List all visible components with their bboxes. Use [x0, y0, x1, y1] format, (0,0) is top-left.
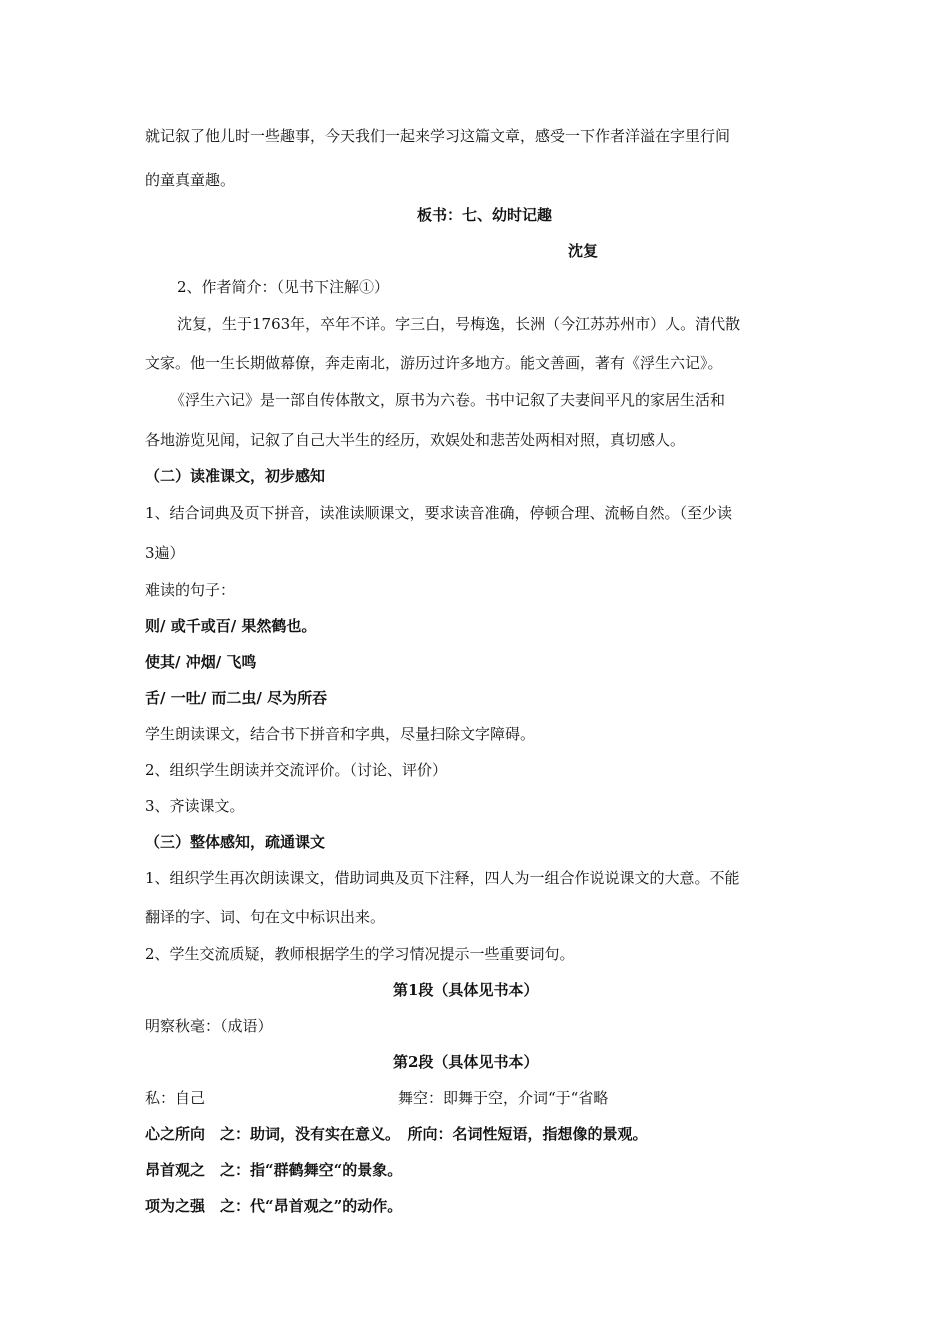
student-reading-note: 学生朗读课文，结合书下拼音和字典，尽量扫除文字障碍。 [145, 725, 536, 743]
note-row-si [145, 1088, 825, 1108]
paragraph-1-title: 第1段（具体见书本） [393, 981, 539, 999]
hard-sentences-label: 难读的句子： [145, 581, 236, 599]
hard-sentence-2: 使其/ 冲烟/ 飞鸣 [145, 653, 257, 671]
hard-sentence-1: 则/ 或千或百/ 果然鹤也。 [145, 617, 317, 635]
section-3-item-2: 2、学生交流质疑，教师根据学生的学习情况提示一些重要词句。 [145, 945, 575, 963]
author-bio-line-2: 文家。他一生长期做幕僚，奔走南北，游历过许多地方。能文善画，著有《浮生六记》。 [145, 354, 723, 372]
note-xin: 心之所向 之：助词，没有实在意义。 所向：名词性短语，指想像的景观。 [145, 1125, 648, 1143]
book-intro-line-2: 各地游览见闻，记叙了自己大半生的经历，欢娱处和悲苦处两相对照，真切感人。 [145, 431, 686, 449]
note-wukong: 舞空：即舞于空，介词“于“省略 [398, 1089, 609, 1107]
section-2-heading: （二）读准课文，初步感知 [145, 467, 326, 485]
section-2-item-1-line-1: 1、结合词典及页下拼音，读准读顺课文，要求读音准确，停顿合理、流畅自然。（至少读 [145, 504, 733, 522]
note-xiang: 项为之强 之：代“昂首观之”的动作。 [145, 1197, 403, 1215]
author-heading: 2、作者简介：（见书下注解①） [177, 278, 390, 296]
book-intro-line-1: 《浮生六记》是一部自传体散文，原书为六卷。书中记叙了夫妻间平凡的家居生活和 [170, 391, 726, 409]
section-2-item-1-line-2: 3遍） [145, 544, 185, 562]
section-2-item-3: 3、齐读课文。 [145, 797, 245, 815]
section-2-item-2: 2、组织学生朗读并交流评价。（讨论、评价） [145, 761, 448, 779]
intro-line-1: 就记叙了他儿时一些趣事，今天我们一起来学习这篇文章，感受一下作者洋溢在字里行间 [145, 127, 731, 145]
hard-sentence-3: 舌/ 一吐/ 而二虫/ 尽为所吞 [145, 689, 328, 707]
board-author: 沈复 [568, 242, 599, 260]
paragraph-1-note: 明察秋毫：（成语） [145, 1017, 273, 1035]
board-title: 板书：七、幼时记趣 [417, 206, 553, 224]
paragraph-2-title: 第2段（具体见书本） [393, 1053, 539, 1071]
section-3-heading: （三）整体感知，疏通课文 [145, 833, 326, 851]
intro-line-2: 的童真童趣。 [145, 171, 236, 189]
section-3-item-1-line-1: 1、组织学生再次朗读课文，借助词典及页下注释，四人为一组合作说说课文的大意。不能 [145, 869, 740, 887]
note-si: 私：自己 [145, 1089, 206, 1107]
section-3-item-1-line-2: 翻译的字、词、句在文中标识出来。 [145, 908, 386, 926]
note-ang: 昂首观之 之：指“群鹤舞空“的景象。 [145, 1161, 403, 1179]
author-bio-line-1: 沈复，生于1763年，卒年不详。字三白，号梅逸，长洲（今江苏苏州市）人。清代散 [177, 315, 741, 333]
